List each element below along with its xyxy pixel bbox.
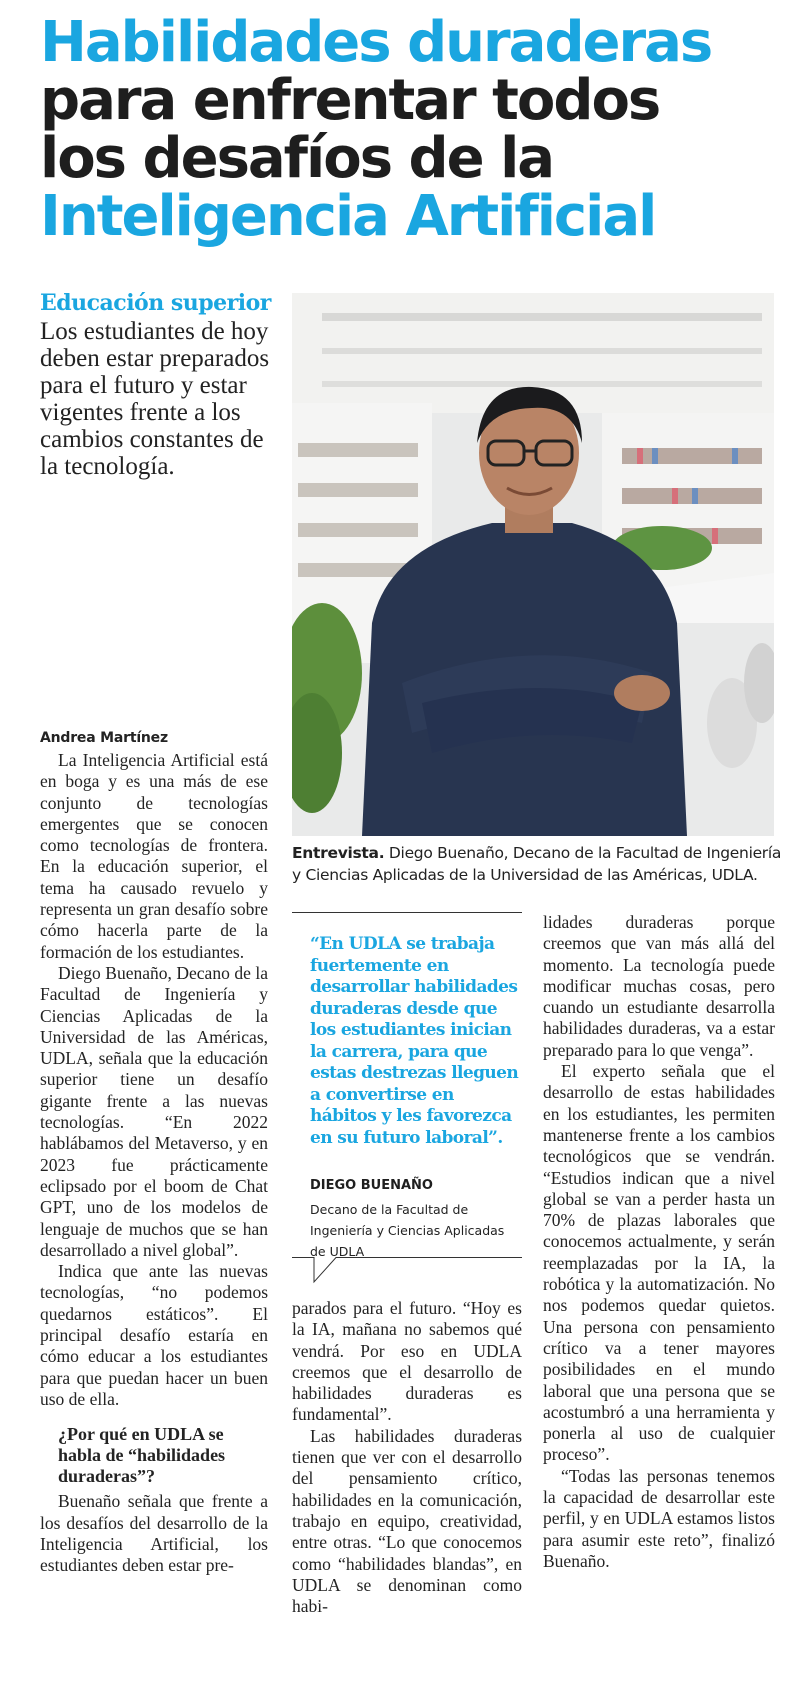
pull-quote-rule bbox=[292, 912, 522, 913]
lead-paragraph: Los estudiantes de hoy deben estar preparados para el futuro y estar vigentes frente a los cambios constantes de la tecnología. bbox=[40, 318, 270, 480]
headline-line-3: los desafíos de la bbox=[40, 126, 554, 191]
body-paragraph: lidades duraderas porque creemos que van más allá del momento. La tecnología puede modificar muchas cosas, pero cuando un estudiante desarrolla habilidades duraderas, va a estar preparado para lo que venga”. bbox=[543, 912, 775, 1060]
byline: Andrea Martínez bbox=[40, 730, 168, 746]
photo-caption bbox=[292, 842, 782, 886]
caption-label: Entrevista. bbox=[292, 844, 385, 862]
pull-quote-role: Decano de la Facultad de Ingeniería y Ciencias Aplicadas de UDLA bbox=[310, 1202, 505, 1259]
column-1 bbox=[40, 728, 268, 1576]
pull-quote-box bbox=[292, 912, 522, 1292]
headline-line-2: para enfrentar todos bbox=[40, 68, 660, 133]
headline-line-4: Inteligencia Artificial bbox=[40, 184, 656, 249]
caption-text: Diego Buenaño, Decano de la Facultad de Ingeniería y Ciencias Aplicadas de la Universidad de las Américas, UDLA. bbox=[292, 844, 782, 884]
headline-line-1: Habilidades duraderas bbox=[40, 10, 712, 75]
body-paragraph: parados para el futuro. “Hoy es la IA, mañana no sabemos qué vendrá. Por eso en UDLA creemos que el desarrollo de habilidades duraderas es fundamental”. bbox=[292, 1298, 522, 1425]
interview-photo bbox=[292, 293, 774, 836]
speech-tail-icon bbox=[292, 1257, 522, 1287]
body-paragraph: La Inteligencia Artificial está en boga y es una más de ese conjunto de tecnologías emergentes que se conocen como tecnologías de frontera. En la educación superior, el tema ha causado revuelo y representa un gran desafío sobre cómo hacerla parte de la formación de los estudiantes. bbox=[40, 750, 268, 962]
kicker-block bbox=[40, 290, 280, 480]
body-paragraph: Buenaño señala que frente a los desafíos del desarrollo de la Inteligencia Artificial, los estudiantes deben estar pre- bbox=[40, 1491, 268, 1576]
pull-quote-text: “En UDLA se trabaja fuertemente en desarrollar habilidades duraderas desde que los estudiantes inician la carrera, para que estas destrezas lleguen a convertirse en hábitos y les favorezca en su futuro laboral”. bbox=[310, 934, 519, 1148]
pull-quote-name: DIEGO BUENAÑO bbox=[310, 1178, 433, 1193]
column-3 bbox=[543, 912, 775, 1572]
body-paragraph: Indica que ante las nuevas tecnologías, “no podemos quedarnos estáticos”. El principal desafío estaría en cómo educar a los estudiantes para que puedan hacer un buen uso de ella. bbox=[40, 1261, 268, 1409]
column-2 bbox=[292, 1298, 522, 1617]
body-paragraph: Diego Buenaño, Decano de la Facultad de Ingeniería y Ciencias Aplicadas de la Universidad de las Américas, UDLA, señala que la educación superior tiene un desafío gigante frente a las nuevas tecnologías. “En 2022 hablábamos del Metaverso, y en 2023 fue prácticamente eclipsado por el boom de Chat GPT, uno de los modelos de lenguaje de muchos que se han desarrollado a nivel global”. bbox=[40, 962, 268, 1260]
body-paragraph: El experto señala que el desarrollo de estas habilidades en los estudiantes, les permiten mantenerse frente a los cambios tecnológicos que se vendrán. “Estudios indican que a nivel global se van a perder hasta un 70% de plazas laborales que conocemos actualmente, y serán reemplazadas por la IA, la robótica y la automatización. No nos podemos quedar quietos. Una persona con pensamiento crítico va a tener mayores posibilidades en el mundo laboral que una persona que se acostumbró a una herramienta y ponerla al uso de cualquier proceso”. bbox=[543, 1061, 775, 1465]
body-paragraph: “Todas las personas tenemos la capacidad de desarrollar este perfil, y en UDLA estamos listos para asumir este reto”, finalizó Buenaño. bbox=[543, 1465, 775, 1571]
subheading: ¿Por qué en UDLA se habla de “habilidades duraderas”? bbox=[58, 1424, 226, 1487]
section-label: Educación superior bbox=[40, 290, 271, 316]
body-paragraph: Las habilidades duraderas tienen que ver con el desarrollo del pensamiento crítico, habilidades en la comunicación, trabajo en equipo, creatividad, entre otras. “Lo que conocemos como “habilidades blandas”, en UDLA se denominan como habi- bbox=[292, 1425, 522, 1617]
headline bbox=[40, 10, 780, 249]
